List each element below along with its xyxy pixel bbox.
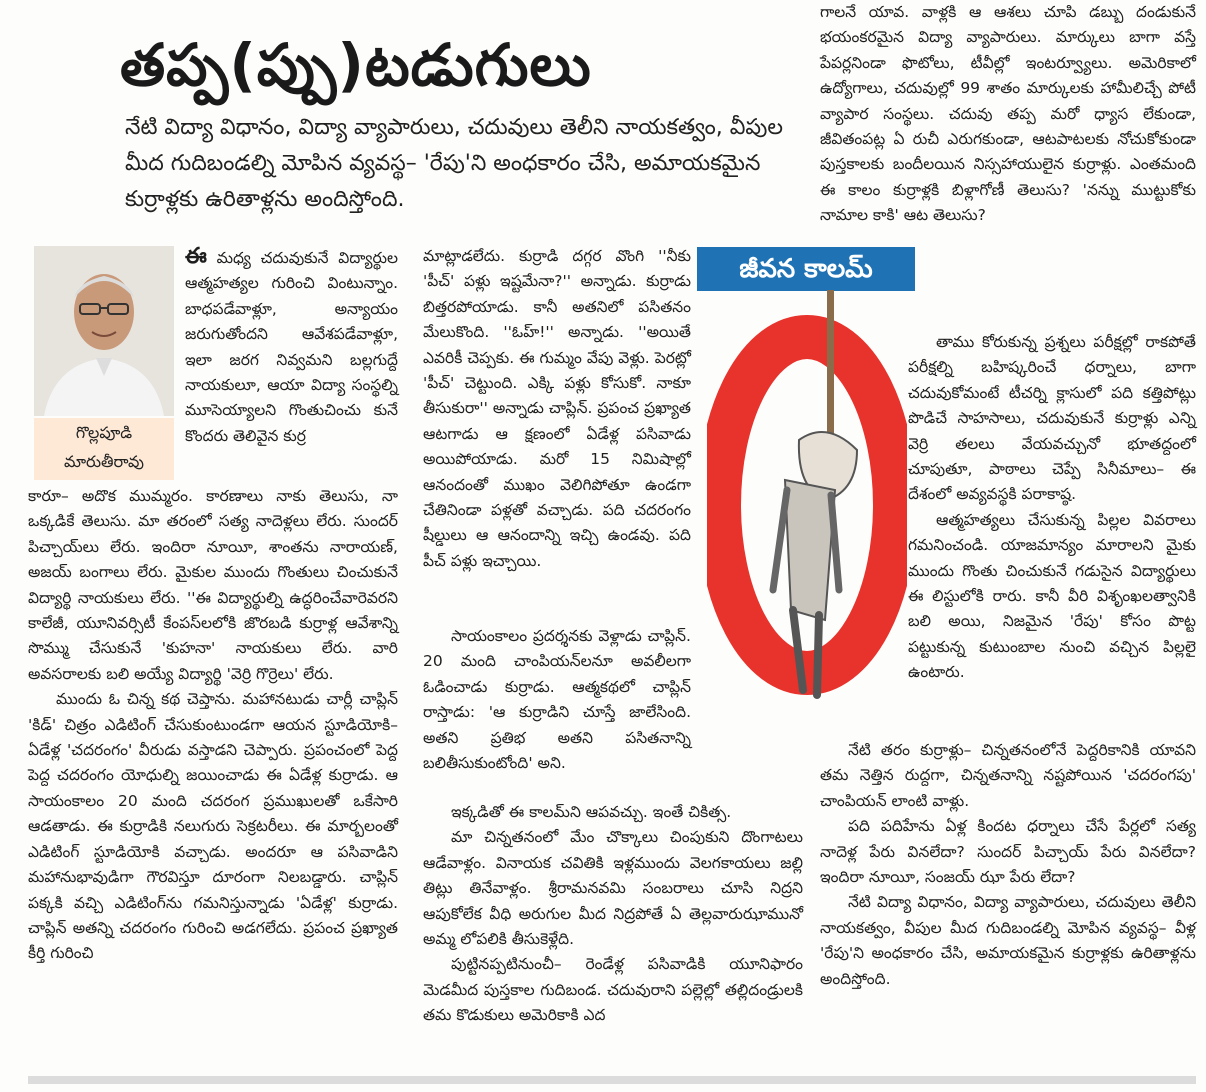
author-first-name: గొల్లపూడి [75, 423, 133, 442]
hanging-boy-illustration-icon [707, 290, 907, 710]
column-2-mid [423, 624, 691, 776]
column-2-paragraph: ఇక్కడితో ఈ కాలమ్‌ని ఆపవచ్చు. ఇంతే చికిత్స. [451, 803, 732, 821]
column-3-wrap [908, 330, 1196, 686]
bottom-rule [28, 1076, 1196, 1084]
column-3-paragraph: గాలనే యావ. వాళ్లకి ఆ ఆశలు చూపి డబ్బు దండుకునే భయంకరమైన విద్యా వ్యాపారులు. మార్కులు బాగా వస్తే పేపర్లనిండా ఫొటోలు, టీవీల్లో ఇంటర్వ్యూలు. అమెరికాలో ఉద్యోగాలు, చదువుల్లో 99 శాతం మార్కులకు హామీలిచ్చే పోటీ వ్యాపార సంస్థలు. చదువు తప్ప మరో ధ్యాస లేకుండా, జీవితంపట్ల ఏ రుచీ ఎరుగకుండా, ఆటపాటలకు నోచుకోకుండా పుస్తకాలకు బందీలయిన నిస్సహాయులైన కుర్రాళ్లు. ఎంతమంది ఈ కాలం కుర్రాళ్లకి బిళ్లాగోణీ తెలుసు? 'నన్ను ముట్టుకోకు నామాల కాకి' ఆట తెలుసు? [820, 3, 1196, 225]
author-photo [34, 246, 174, 416]
column-1-intro [185, 244, 398, 449]
column-2-top [423, 244, 691, 574]
column-3-paragraph: తాము కోరుకున్న ప్రశ్నలు పరీక్షల్లో రాకపోతే పరీక్షల్ని బహిష్కరించే ధర్నాలు, బాగా చదువుకోమంటే టీచర్ని క్లాసులో పది కత్తిపోట్లు పొడిచే సాహసాలు, చదువుకునే కుర్రాళ్లు ఎన్ని వెర్రి తలలు వేయవచ్చునో భూతద్దంలో చూపుతూ, పాఠాలు చెప్పే సినీమాలు– ఈ దేశంలో అవ్యవస్థకి పరాకాష్ఠ. [908, 333, 1196, 504]
column-2-paragraph: మా చిన్నతనంలో మేం చొక్కాలు చింపుకుని దొంగాటలు ఆడేవాళ్లం. వినాయక చవితికి ఇళ్లముందు వెలగకాయలు జల్లి తిట్లు తినేవాళ్లం. శ్రీరామనవమి సంబరాలు చూసి నిద్రని ఆపుకోలేక వీధి అరుగుల మీద నిద్రపోతే ఏ తెల్లవారుఝామునో అమ్మ లోపలికి తీసుకెళ్లేది. [423, 828, 803, 949]
column-1-paragraph: కారూ– అదొక ముమ్మరం. కారణాలు నాకు తెలుసు, నా ఒక్కడికే తెలుసు. మా తరంలో సత్య నాదెళ్లలు లేరు. సుందర్ పిచ్చాయ్‌లు లేరు. ఇందిరా నూయీ, శాంతను నారాయణ్, అజయ్ బంగాలు లేరు. మైకుల ముందు గొంతులు చించుకునే విద్యార్థి నాయకులు లేరు. ''ఈ విద్యార్థుల్ని ఉద్ధరించేవారెవరని కాలేజీ, యూనివర్సిటీ కేంపస్‌లలోకి జొరబడి కుర్రాళ్ల ఆవేశాన్ని సొమ్ము చేసుకునే 'కుహనా' నాయకులు లేరు. వారి అవసరాలకు బలి అయ్యే విద్యార్థి 'వెర్రి గొర్రెలు' లేరు. [28, 487, 398, 683]
column-2-paragraph: మాట్లాడలేదు. కుర్రాడి దగ్గర వొంగి ''నీకు 'పీచ్' పళ్లు ఇష్టమేనా?'' అన్నాడు. కుర్రాడు బిత్తరపోయాడు. కానీ అతనిలో పసితనం మేలుకొంది. ''ఓహ్!'' అన్నాడు. ''అయితే ఎవరికీ చెప్పకు. ఈ గుమ్మం వేపు వెళ్లు. పెరట్లో 'పీచ్' చెట్టుంది. ఎక్కి పళ్లు కోసుకో. నాకూ తీసుకురా'' అన్నాడు చాప్లిన్. ప్రపంచ ప్రఖ్యాత ఆటగాడు ఆ క్షణంలో ఏడేళ్ల పసివాడు అయిపోయాడు. మరో 15 నిమిషాల్లో ఆనందంతో ముఖం వెలిగిపోతూ ఉండగా చేతినిండా పళ్లతో వచ్చాడు. పది చదరంగం షీల్డులు ఆ ఆనందాన్ని ఇచ్చి ఉండవు. పది పీచ్ పళ్లు ఇచ్చాయి. [423, 247, 691, 570]
column-1-intro-text: మధ్య చదువుకునే విద్యార్థుల ఆత్మహత్యల గురించి వింటున్నాం. బాధపడేవాళ్లూ, అన్యాయం జరుగుతోందని ఆవేశపడేవాళ్లూ, ఇలా జరగ నివ్వమని బల్లగుద్దే నాయకులూ, ఆయా విద్యా సంస్థల్ని మూసెయ్యాలని గొంతుచించు కునే కొందరు తెలివైన కుర్ర [185, 249, 398, 445]
headline: తప్ప(ప్పు)టడుగులు [120, 31, 592, 99]
column-name-badge: జీవన కాలమ్ [697, 247, 915, 291]
column-3-paragraph: నేటి తరం కుర్రాళ్లు– చిన్నతనంలోనే పెద్దరికానికి యావని తమ నెత్తిన రుద్దగా, చిన్నతనాన్ని నష్టపోయిన 'చదరంగపు' చాంపియన్ లాంటి వాళ్లు. [820, 741, 1196, 810]
column-2-bottom [423, 800, 803, 1029]
column-3-paragraph: నేటి విద్యా విధానం, విద్యా వ్యాపారులు, చదువులు తెలీని నాయకత్వం, వీపుల మీద గుదిబండల్ని మోపిన వ్యవస్థ– వీళ్ల 'రేపు'ని అంధకారం చేసి, అమాయకమైన కుర్రాళ్లకు ఉరితాళ్లను అందిస్తోంది. [820, 893, 1196, 988]
author-byline [34, 418, 174, 480]
author-portrait-icon [34, 246, 174, 416]
column-2-paragraph: పుట్టినప్పటినుంచీ– రెండేళ్ల పసివాడికి యూనిఫారం మెడమీద పుస్తకాల గుదిబండ. చదువురాని పల్లెల్లో తల్లిదండ్రులకి తమ కొడుకులు అమెరికాకి ఎద [423, 955, 803, 1025]
column-3-bottom [820, 738, 1196, 992]
column-1-paragraph: ముందు ఓ చిన్న కథ చెప్తాను. మహానటుడు చార్లీ చాప్లిన్ 'కిడ్' చిత్రం ఎడిటింగ్ చేసుకుంటుండగా ఆయన స్టూడియోకి– ఏడేళ్ల 'చదరంగం' వీరుడు వస్తాడని చెప్పారు. ప్రపంచంలో పెద్ద పెద్ద చదరంగం యోధుల్ని జయించాడు ఈ ఏడేళ్ల కుర్రాడు. ఆ సాయంకాలం 20 మంది చదరంగ ప్రముఖులతో ఒకేసారి ఆడతాడు. ఈ కుర్రాడికి నలుగురు సెక్రటరీలు. ఈ మార్బలంతో ఎడిటింగ్ స్టూడియోకి వచ్చాడు. అందరూ ఆ పసివాడిని మహానుభావుడిగా గౌరవిస్తూ దూరంగా నిలబడ్డారు. చాప్లిన్ పక్కకి వచ్చి ఎడిటింగ్‌ను గమనిస్తున్నాడు 'ఏడేళ్ల' కుర్రాడు. చాప్లిన్ అతన్ని చదరంగం గురించి అడగలేదు. ప్రపంచ ప్రఖ్యాత కీర్తి గురించి [28, 690, 398, 963]
column-1-body [28, 484, 398, 967]
illustration [707, 290, 907, 710]
deck-intro: నేటి విద్యా విధానం, విద్యా వ్యాపారులు, చదువులు తెలీని నాయకత్వం, వీపుల మీద గుదిబండల్ని మోపిన వ్యవస్థ– 'రేపు'ని అంధకారం చేసి, అమాయకమైన కుర్రాళ్లకు ఉరితాళ్లను అందిస్తోంది. [125, 115, 783, 212]
column-3-paragraph: ఆత్మహత్యలు చేసుకున్న పిల్లల వివరాలు గమనించండి. యాజమాన్యం మారాలని మైకు ముందు గొంతు చించుకునే గడుసైన విద్యార్థులు ఈ లిస్టులోకి రారు. కానీ వీరి విశృంఖలత్వానికి బలి అయి, నిజమైన 'రేపు' కోసం పొట్ట పట్టుకున్న కుటుంబాల నుంచి వచ్చిన పిల్లలై ఉంటారు. [908, 510, 1196, 682]
column-3-paragraph: పది పదిహేను ఏళ్ల కిందట ధర్నాలు చేసే పేర్లలో సత్య నాదెళ్ల పేరు వినలేదా? సుందర్ పిచ్చాయ్ పేరు వినలేదా? ఇందిరా నూయీ, సంజయ్ ఝా పేరు లేదా? [820, 817, 1196, 887]
column-2-paragraph: సాయంకాలం ప్రదర్శనకు వెళ్లాడు చాప్లిన్. 20 మంది చాంపియన్‌లనూ అవలీలగా ఓడించాడు కుర్రాడు. ఆత్మకథలో చాప్లిన్ రాస్తాడు: 'ఆ కుర్రాడిని చూస్తే జాలేసింది. అతని ప్రతిభ అతని పసితనాన్ని బలితీసుకుంటోంది' అని. [423, 627, 691, 773]
author-last-name: మారుతీరావు [63, 452, 145, 471]
column-3-top [820, 0, 1196, 229]
drop-cap: ఈ [185, 244, 207, 269]
